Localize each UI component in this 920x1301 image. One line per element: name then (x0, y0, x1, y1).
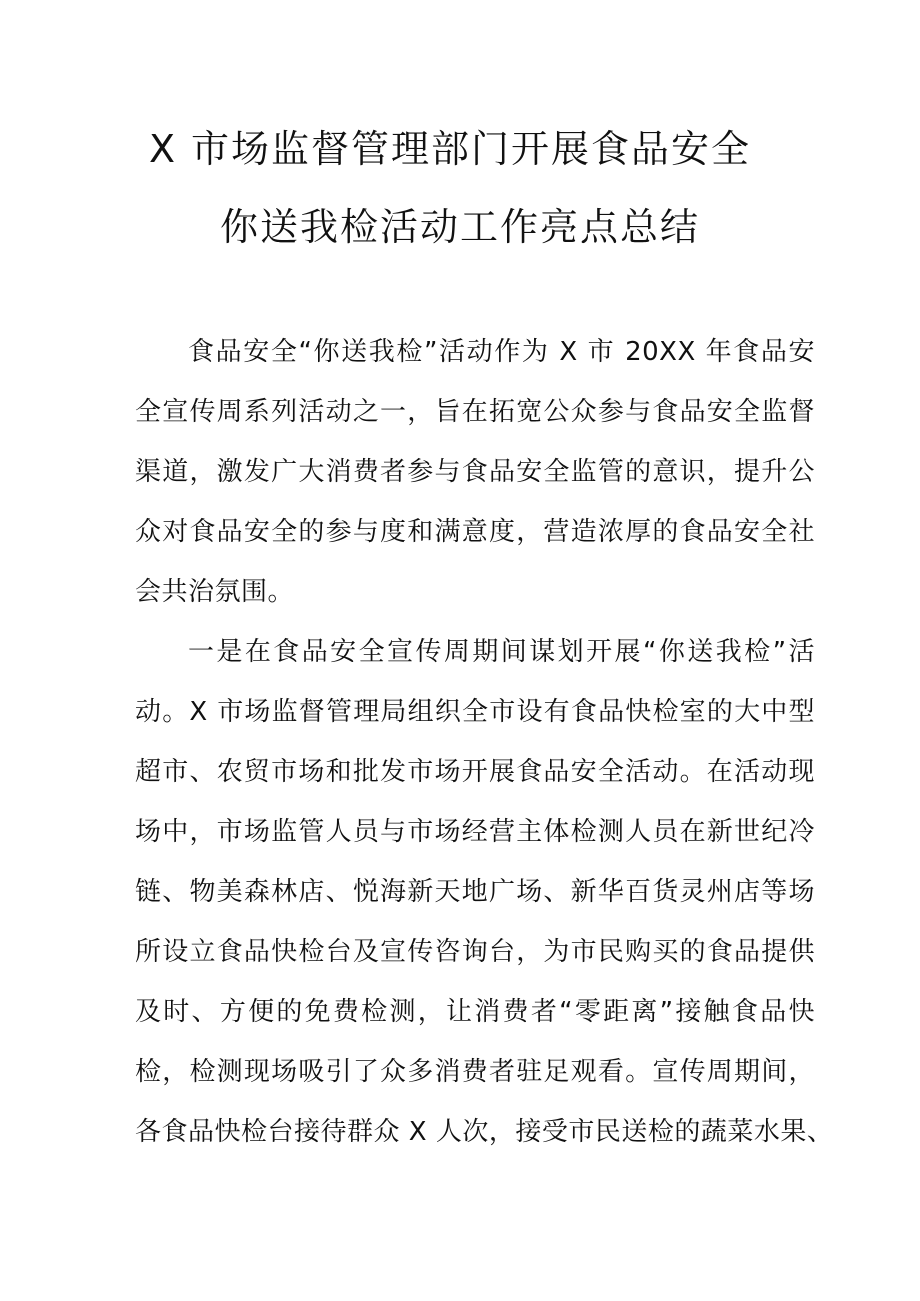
paragraph-line: 动。X 市场监督管理局组织全市设有食品快检室的大中型 (135, 697, 815, 727)
paragraph-line: 渠道，激发广大消费者参与食品安全监管的意识，提升公 (135, 457, 815, 487)
document-title-line-2: 你送我检活动工作亮点总结 (219, 205, 700, 249)
paragraph-line: 及时、方便的免费检测，让消费者“零距离”接触食品快 (135, 997, 815, 1027)
paragraph-line: 链、物美森林店、悦海新天地广场、新华百货灵州店等场 (135, 877, 815, 907)
paragraph-line: 超市、农贸市场和批发市场开展食品安全活动。在活动现 (135, 757, 815, 787)
paragraph-line: 检，检测现场吸引了众多消费者驻足观看。宣传周期间， (135, 1057, 815, 1087)
paragraph-line: 全宣传周系列活动之一，旨在拓宽公众参与食品安全监督 (135, 397, 815, 427)
paragraph-line: 各食品快检台接待群众 X 人次，接受市民送检的蔬菜水果、 (135, 1117, 834, 1147)
paragraph-line: 食品安全“你送我检”活动作为 X 市 20XX 年食品安 (188, 337, 815, 367)
paragraph-line: 所设立食品快检台及宣传咨询台，为市民购买的食品提供 (135, 937, 815, 967)
document-title-line-1: X 市场监督管理部门开展食品安全 (148, 127, 752, 171)
paragraph-line: 场中，市场监管人员与市场经营主体检测人员在新世纪冷 (135, 817, 815, 847)
paragraph-line: 众对食品安全的参与度和满意度，营造浓厚的食品安全社 (135, 517, 815, 547)
paragraph-line: 一是在食品安全宣传周期间谋划开展“你送我检”活 (188, 637, 815, 667)
paragraph-line: 会共治氛围。 (135, 577, 295, 607)
